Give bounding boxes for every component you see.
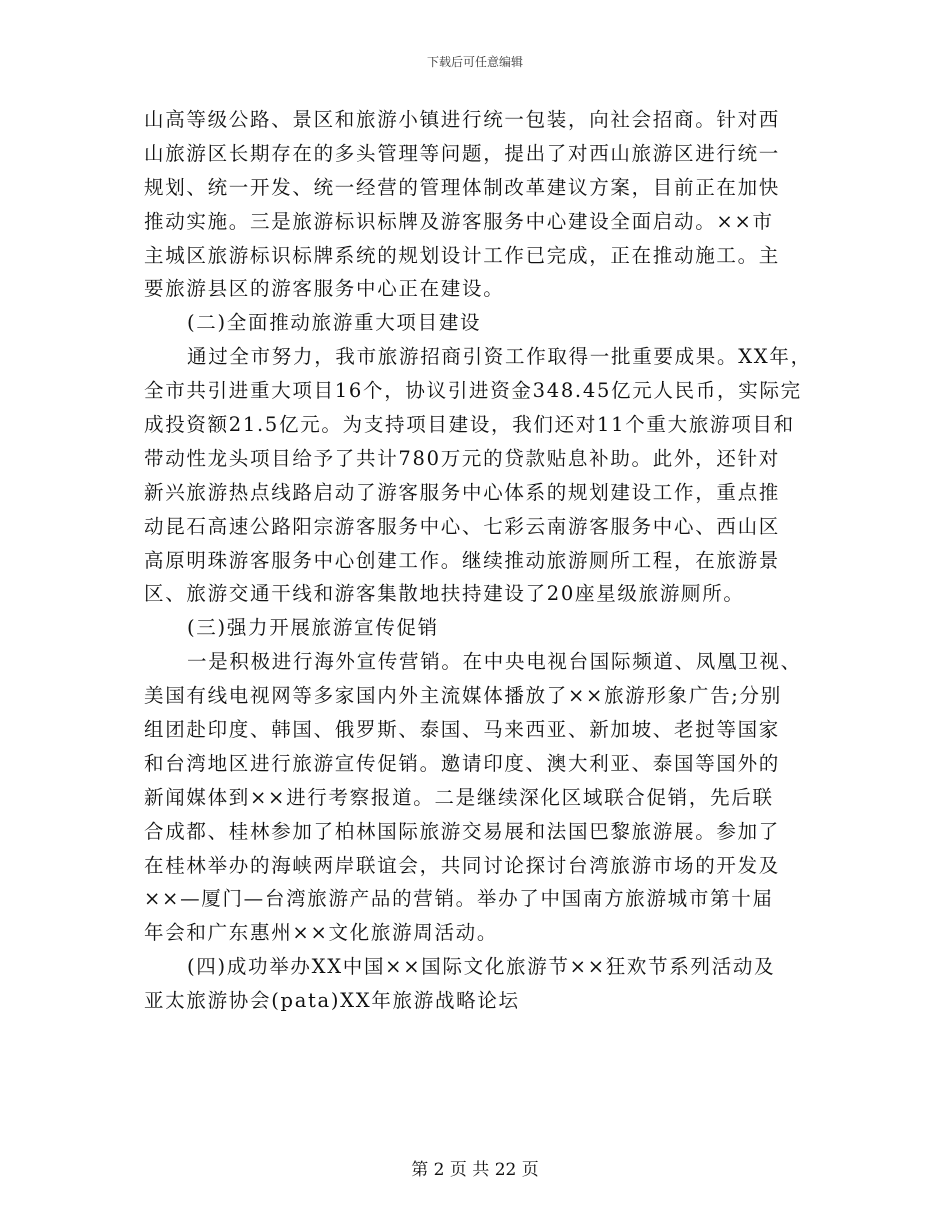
text-line: 动昆石高速公路阳宗游客服务中心、七彩云南游客服务中心、西山区 [144, 514, 781, 538]
text-line: 新兴旅游热点线路启动了游客服务中心体系的规划建设工作，重点推 [144, 480, 781, 504]
text-line: 主城区旅游标识标牌系统的规划设计工作已完成，正在推动施工。主 [144, 243, 781, 267]
text-line: 和台湾地区进行旅游宣传促销。邀请印度、澳大利亚、泰国等国外的 [144, 751, 781, 775]
text-line: (四)成功举办XX中国××国际文化旅游节××狂欢节系列活动及 [187, 955, 776, 979]
page-header: 下载后可任意编辑 [426, 55, 523, 69]
text-line: 在桂林举办的海峡两岸联谊会，共同讨论探讨台湾旅游市场的开发及 [144, 853, 781, 877]
text-line: 带动性龙头项目给予了共计780万元的贷款贴息补助。此外，还针对 [144, 446, 780, 470]
text-line: 年会和广东惠州××文化旅游周活动。 [144, 921, 499, 945]
text-line: 新闻媒体到××进行考察报道。二是继续深化区域联合促销，先后联 [144, 785, 774, 809]
document-body [144, 103, 812, 1018]
text-line: 山高等级公路、景区和旅游小镇进行统一包装，向社会招商。针对西 [144, 108, 781, 131]
text-line: 区、旅游交通干线和游客集散地扶持建设了20座星级旅游厕所。 [144, 582, 745, 606]
text-line: 高原明珠游客服务中心创建工作。继续推动旅游厕所工程，在旅游景 [144, 548, 781, 572]
text-line: 组团赴印度、韩国、俄罗斯、泰国、马来西亚、新加坡、老挝等国家 [144, 718, 781, 742]
page-number: 第 2 页 共 22 页 [411, 1160, 539, 1180]
text-line: 美国有线电视网等多家国内外主流媒体播放了××旅游形象广告;分别 [144, 684, 782, 708]
text-line: 规划、统一开发、统一经营的管理体制改革建议方案，目前正在加快 [144, 175, 781, 199]
text-line: 通过全市努力，我市旅游招商引资工作取得一批重要成果。XX年， [187, 345, 812, 369]
text-line: 要旅游县区的游客服务中心正在建设。 [144, 277, 505, 301]
text-line: ××—厦门—台湾旅游产品的营销。举办了中国南方旅游城市第十届 [144, 887, 774, 911]
text-line: 推动实施。三是旅游标识标牌及游客服务中心建设全面启动。××市 [144, 209, 774, 233]
text-line: 全市共引进重大项目16个，协议引进资金348.45亿元人民币，实际完 [144, 379, 802, 403]
text-line: 成投资额21.5亿元。为支持项目建设，我们还对11个重大旅游项目和 [144, 413, 795, 437]
text-line: (二)全面推动旅游重大项目建设 [187, 311, 482, 335]
text-line: 合成都、桂林参加了柏林国际旅游交易展和法国巴黎旅游展。参加了 [144, 819, 781, 843]
text-line: 山旅游区长期存在的多头管理等问题，提出了对西山旅游区进行统一 [144, 141, 781, 165]
text-line: 一是积极进行海外宣传营销。在中央电视台国际频道、凤凰卫视、 [187, 650, 802, 674]
text-line: (三)强力开展旅游宣传促销 [187, 616, 439, 640]
text-line: 亚太旅游协会(pata)XX年旅游战略论坛 [144, 989, 520, 1013]
